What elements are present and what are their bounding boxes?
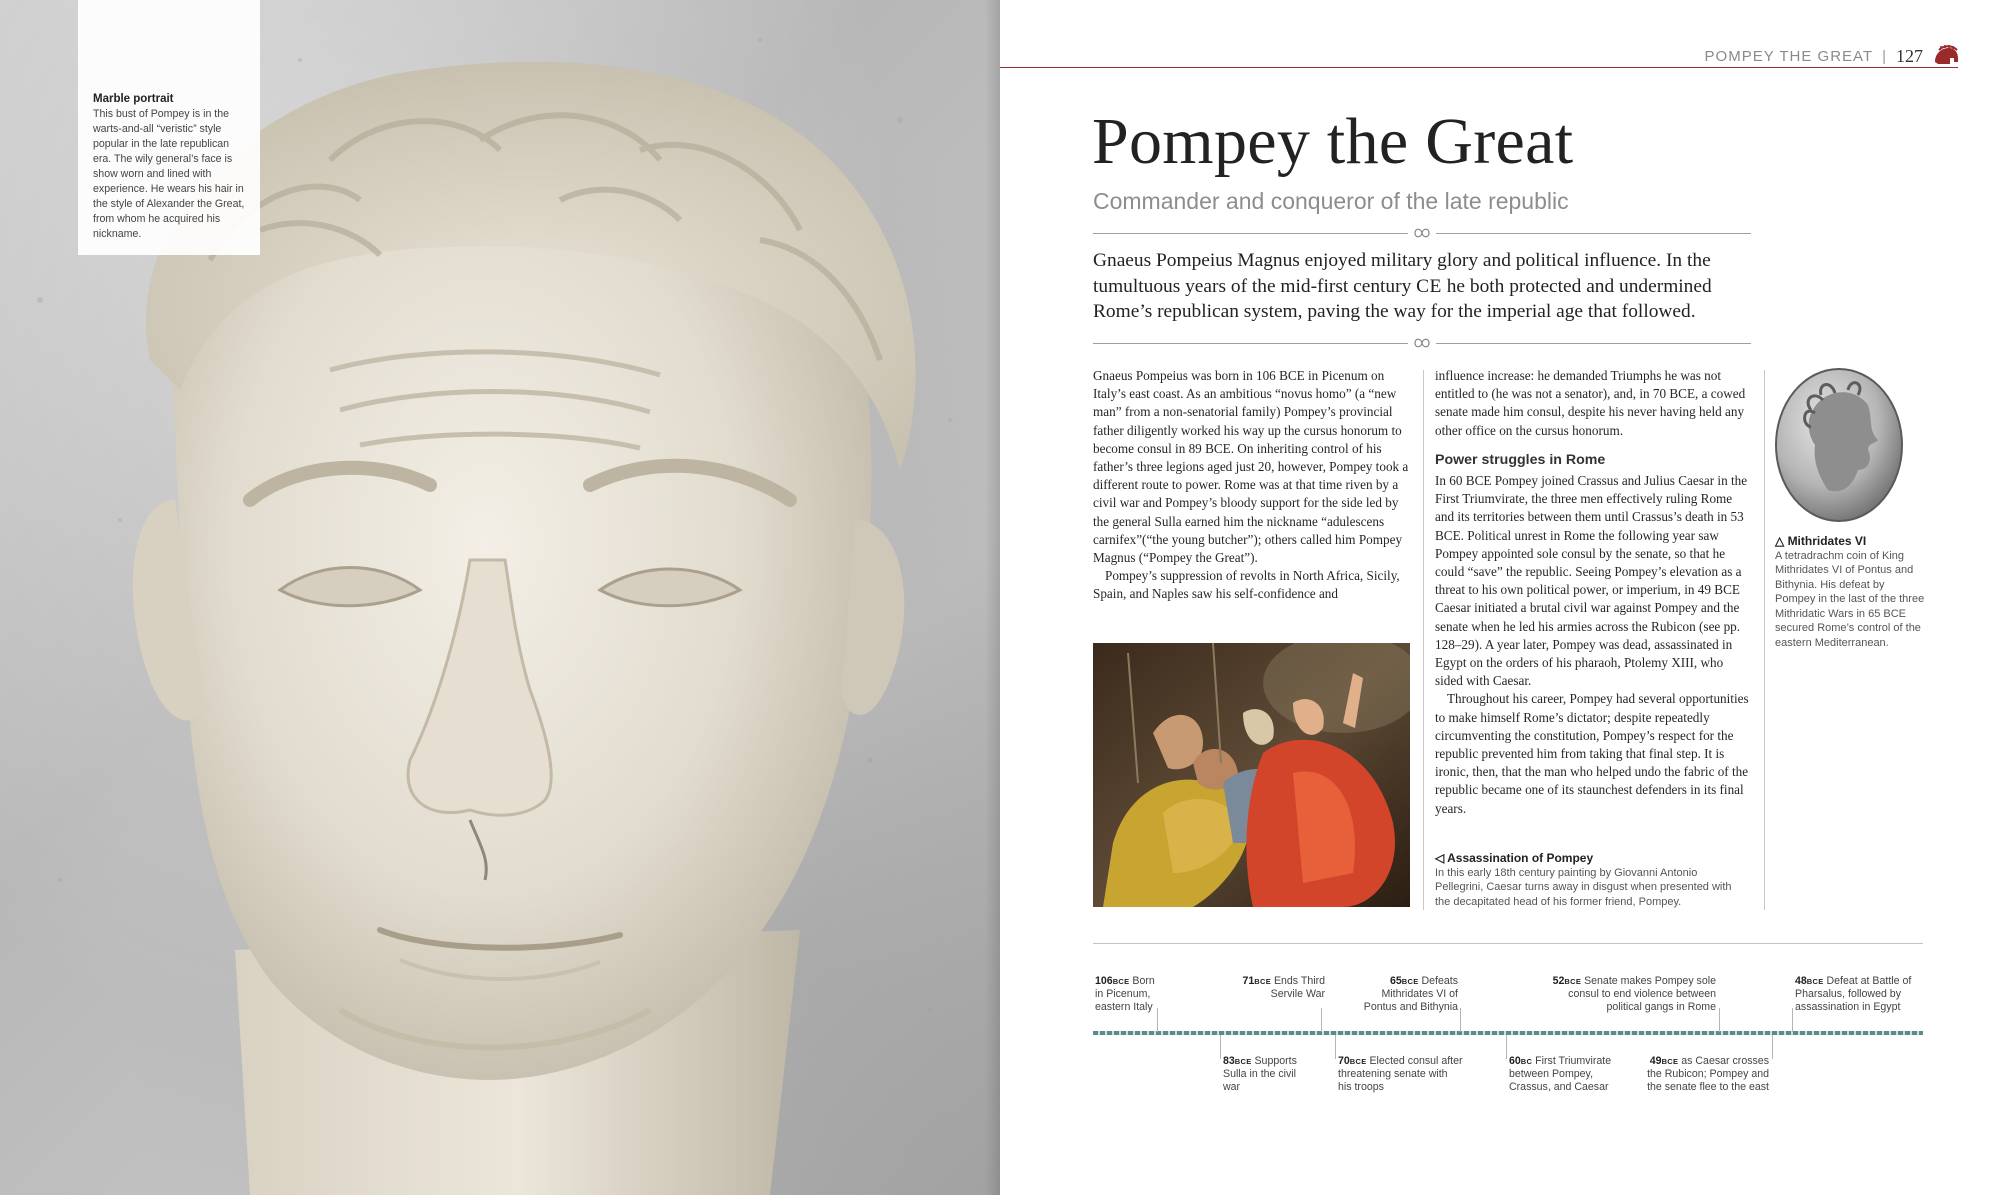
timeline-axis [1093, 1031, 1923, 1035]
intro-paragraph: Gnaeus Pompeius Magnus enjoyed military glory and political influence. In the tumultuous years of the mid-first century CE he both protected and undermined Rome’s republican system, paving the way for the imperial age that followed. [1093, 250, 1712, 322]
caption-text: A tetradrachm coin of King Mithridates VI of Pontus and Bithynia. His defeat by Pompey in the last of the three Mithridatic Wars in 65 BCE secured Rome’s control of the eastern Mediterranean. [1775, 549, 1925, 649]
coin-caption [1775, 534, 1925, 650]
ornament-divider-top [1093, 226, 1751, 240]
body-column-1 [1093, 367, 1413, 604]
knot-ornament-icon [1413, 336, 1431, 350]
marble-portrait-caption [78, 0, 260, 255]
body-paragraph: Gnaeus Pompeius was born in 106 BCE in Picenum on Italy’s east coast. As an ambitious “novus homo” (a “new man” from a non-senatorial family) Pompey’s provincial father diligently worked his way up the cursus honorum to become consul in 89 BCE. On inheriting control of his father’s three legions aged just 20, however, Pompey took a different route to power. Rome was at that time riven by a civil war and Pompey’s bloody support for the side led by the general Sulla earned him the nickname “adulescens carnifex”(“the young butcher”); others called him Pompey Magnus (“Pompey the Great”). [1093, 368, 1409, 566]
body-paragraph: In 60 BCE Pompey joined Crassus and Julius Caesar in the First Triumvirate, the three men effectively ruling Rome and its territories between them until Crassus’s death in 53 BCE. Political unrest in Rome the following year saw Pompey appointed sole consul by the senate, so that he could “save” the republic. Seeing Pompey’s elevation as a threat to his own political power, or imperium, in 49 BCE Caesar initiated a brutal civil war against Pompey and the senate when he led his armies across the Rubicon (see pp. 128–29). A year later, Pompey was dead, assassinated in Egypt on the orders of his pharaoh, Ptolemy XIII, who sided with Caesar. [1435, 473, 1748, 689]
caption-title: ◁ Assassination of Pompey [1435, 851, 1594, 865]
right-page: POMPEY THE GREAT | 127 Pompey the Great Commander and conqueror of the late republic Gnaeus Pompeius Magnus enjoyed military glory and political influence. In the tumultuous years of the mid-first century CE he both protected and undermined Rome’s republican system, paving the way for the imperial age that followed. Gnaeus Pompeius was born in 106 BCE in Picenum on Italy’s east coast. As an ambitious “novus homo” (a “new man” from a non-senatorial family) Pompey’s provincial father diligently worked his way up the cursus honorum to become consul in 89 BCE. On inheriting control of his father’s three legions aged just 20, however, Pompey took a different route to power. Rome was at that time riven by a civil war and Pompey’s bloody support for the side led by the general Sulla earned him the nickname “adulescens carnifex”(“the young butcher”); others called him Pompey Magnus (“Pompey the Great”). Pompey’s suppression of revolts in North Africa, Sicily, Spain, and Naples saw his self-confidence and influence increase: he demanded Triumphs he was not entitled to (he was not a senator), and, in 70 BCE, a cowed senate made him consul, despite his never having held any other office on the cursus honorum. Power struggles in Rome In 60 BCE Pompey joined Crassus and Julius Caesar in the First Triumvirate, the three men effectively ruling Rome and its territories between them until Crassus’s death in 53 BCE. Political unrest in Rome the following year saw Pompey appointed sole consul by the senate, so that he could “save” the republic. Seeing Pompey’s elevation as a threat to his own political power, or imperium, in 49 BCE Caesar initiated a brutal civil war against Pompey and the senate when he led his armies across the Rubicon (see pp. 128–29). A year later, Pompey was dead, assassinated in Egypt on the orders of his pharaoh, Ptolemy XIII, who sided with Caesar. Throughout his career, Pompey had several opportunities to make himself Rome’s dictator; despite repeatedly circumventing the constitution, Pompey’s respect for the republic prevented him from taking that final step. It is ironic, then, that the man who helped undo the fabric of the republic became one of its staunchest defenders in its final years. ◁ Assassination of Pompey In this early 18th century painting by Giovanni Antonio Pellegrini, Caesar turns away in disgust when presented with the decapitated head of his former friend, Pompey. △ Mithridates VI A tetradrachm coin of King Mithridates VI of Pontus and Bithynia. His defeat by Pompey in the last of the three Mithridatic Wars in 65 BCE secured Rome’s control of the eastern Mediterranean. 106BCE Born in Picenum, eastern Italy 71BCE Ends Third Servile War 65BCE Defeats Mithridates VI of Pontus and Bithynia 52BCE Senate makes Pompey sole consul to end violence between political gangs in Rome 48BCE Defeat at Battle of Pharsalus, followed by assassination in Egypt 83BCE Supports Sulla in the civil war 70BCE Elected consul after threatening senate with his troops 60BC First Triumvirate between Pompey, Crassus, and Caesar 49BCE as Caesar crosses the Rubicon; Pompey and the senate flee to the east [1000, 0, 2000, 1195]
body-paragraph: Throughout his career, Pompey had several opportunities to make himself Rome’s dictator; despite repeatedly circumventing the constitution, Pompey’s respect for the republic prevented him from taking that final step. It is ironic, then, that the man who helped undo the fabric of the republic became one of its staunchest defenders in its final years. [1435, 691, 1749, 816]
painting-caption [1435, 851, 1735, 909]
body-paragraph: Pompey’s suppression of revolts in North Africa, Sicily, Spain, and Naples saw his self-confidence and [1093, 568, 1400, 602]
body-paragraph: influence increase: he demanded Triumphs he was not entitled to (he was not a senator), and, in 70 BCE, a cowed senate made him consul, despite his never having held any other office on the cursus honorum. [1435, 368, 1746, 438]
column-divider [1764, 370, 1765, 910]
caption-text: In this early 18th century painting by Giovanni Antonio Pellegrini, Caesar turns away in disgust when presented with the decapitated head of his former friend, Pompey. [1435, 866, 1732, 908]
knot-ornament-icon [1413, 226, 1431, 240]
mithridates-coin-image [1773, 365, 1905, 525]
caption-title: Marble portrait [93, 93, 174, 105]
running-head-separator: | [1882, 47, 1887, 65]
running-head [1705, 45, 1960, 67]
header-rule [1000, 67, 1958, 68]
assassination-painting-image [1093, 643, 1410, 907]
column-divider [1423, 370, 1424, 910]
timeline-top-rule [1093, 943, 1923, 944]
gutter-shadow [985, 0, 1000, 1195]
body-column-2 [1435, 367, 1753, 818]
page-title: Pompey the Great [1092, 105, 1574, 178]
section-heading: Power struggles in Rome [1435, 451, 1606, 468]
helmet-icon [1932, 45, 1960, 67]
caption-title: △ Mithridates VI [1775, 534, 1867, 548]
era-abbrev: CE [1416, 275, 1442, 297]
page-subtitle: Commander and conqueror of the late republic [1093, 188, 1569, 214]
page-number: 127 [1896, 45, 1923, 66]
running-title: POMPEY THE GREAT [1704, 47, 1874, 65]
ornament-divider-bottom [1093, 336, 1751, 350]
caption-text: This bust of Pompey is in the warts-and-all “veristic” style popular in the late republican era. The wily general’s face is show worn and lined with experience. He wears his hair in the style of Alexander the Great, from whom he acquired his nickname. [93, 108, 245, 240]
